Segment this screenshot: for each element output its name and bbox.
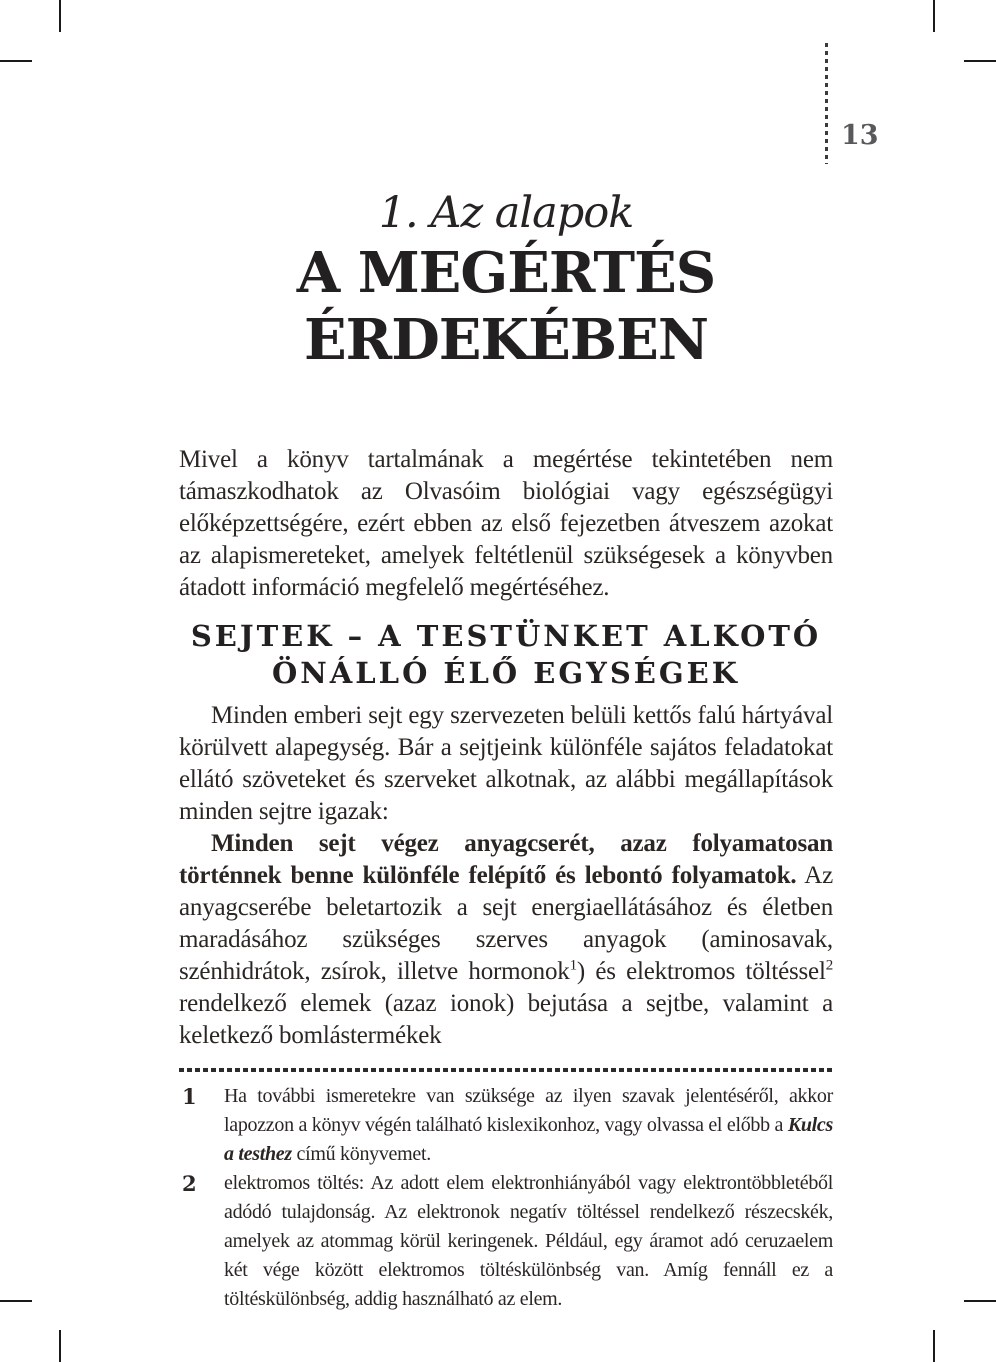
footnote-2 [179, 1169, 833, 1314]
footnote-1-text-after: című könyvemet. [291, 1143, 431, 1165]
metabolism-text-1: Az anyagcserébe beletartozik a sejt energiaellátásához és életben maradásához szükséges szerves anyagok (aminosavak, szénhidrátok, zsírok, illetve hormonok [179, 862, 833, 985]
section-heading [179, 618, 833, 692]
crop-mark-bottom-left-horizontal [0, 1300, 32, 1302]
paragraph-metabolism [179, 828, 833, 1052]
chapter-title-line-1: A MEGÉRTÉS [296, 240, 716, 306]
metabolism-text-2: ) és elektromos töltéssel [576, 958, 826, 985]
metabolism-text-3: rendelkező elemek (azaz ionok) bejutása a sejtbe, valamint a keletkező bomlástermékek [179, 990, 833, 1049]
footnote-2-text: elektromos töltés: Az adott elem elektronhiányából vagy elektrontöbbletéből adódó tulajdonság. Az elektronok negatív töltéssel rendelkező részecskék, amelyek az atommag körül keringenek. Például, egy áramot adó ceruzaelem két vége között elektromos töltéskülönbség van. Amíg fennáll ez a töltéskülönbség, addig használható az elem. [224, 1172, 833, 1310]
chapter-kicker: 1. Az alapok [378, 188, 634, 238]
footnote-1 [179, 1082, 833, 1169]
crop-mark-top-right-vertical [933, 0, 935, 32]
section-heading-line-2: ÖNÁLLÓ ÉLŐ EGYSÉGEK [272, 656, 740, 690]
page-number: 13 [841, 120, 879, 151]
footnote-1-book-title: Kulcs a testhez [224, 1114, 833, 1165]
crop-mark-top-left-horizontal [0, 60, 32, 62]
chapter-title [179, 240, 833, 374]
chapter-title-line-2: ÉRDEKÉBEN [303, 307, 709, 373]
paragraph-cells: Minden emberi sejt egy szervezeten belüli kettős falú hártyával körülvett alapegység. Bár a sejtjeink különféle sajátos feladatokat ellátó szöveteket és szerveket alkotnak, az alábbi megállapítások minden sejtre igazak: [179, 702, 833, 825]
crop-mark-bottom-left-vertical [59, 1330, 61, 1362]
footnote-marker-1: 1 [569, 957, 577, 974]
footnote-separator-dotted-rule [179, 1068, 833, 1072]
footnote-marker-2: 2 [825, 957, 833, 974]
bold-lead-sentence: Minden sejt végez anyagcserét, azaz folyamatosan történnek benne különféle felépítő és lebontó folyamatok. [179, 830, 833, 889]
text-column [179, 188, 833, 1314]
footnote-1-text-before: Ha további ismeretekre van szüksége az ilyen szavak jelentéséről, akkor lapozzon a könyv végén található kislexikonhoz, vagy olvassa el előbb a [224, 1085, 833, 1136]
crop-mark-bottom-right-vertical [933, 1330, 935, 1362]
folio-dotted-rule [825, 43, 828, 164]
crop-mark-top-left-vertical [59, 0, 61, 32]
footnote-1-number: 1 [182, 1084, 197, 1109]
crop-mark-bottom-right-horizontal [964, 1300, 996, 1302]
footnotes [179, 1082, 833, 1314]
footnote-1-text [224, 1082, 833, 1169]
crop-mark-top-right-horizontal [964, 60, 996, 62]
section-heading-line-1: SEJTEK – A TESTÜNKET ALKOTÓ [190, 619, 822, 653]
footnote-2-number: 2 [182, 1171, 197, 1196]
paragraph-intro: Mivel a könyv tartalmának a megértése tekintetében nem támaszkodhatok az Olvasóim biológiai vagy egészségügyi előképzettségére, ezért ebben az első fejezetben átveszem azokat az alapismereteket, amelyek feltétlenül szükségesek a könyvben átadott információ megfelelő megértéséhez. [179, 446, 833, 601]
